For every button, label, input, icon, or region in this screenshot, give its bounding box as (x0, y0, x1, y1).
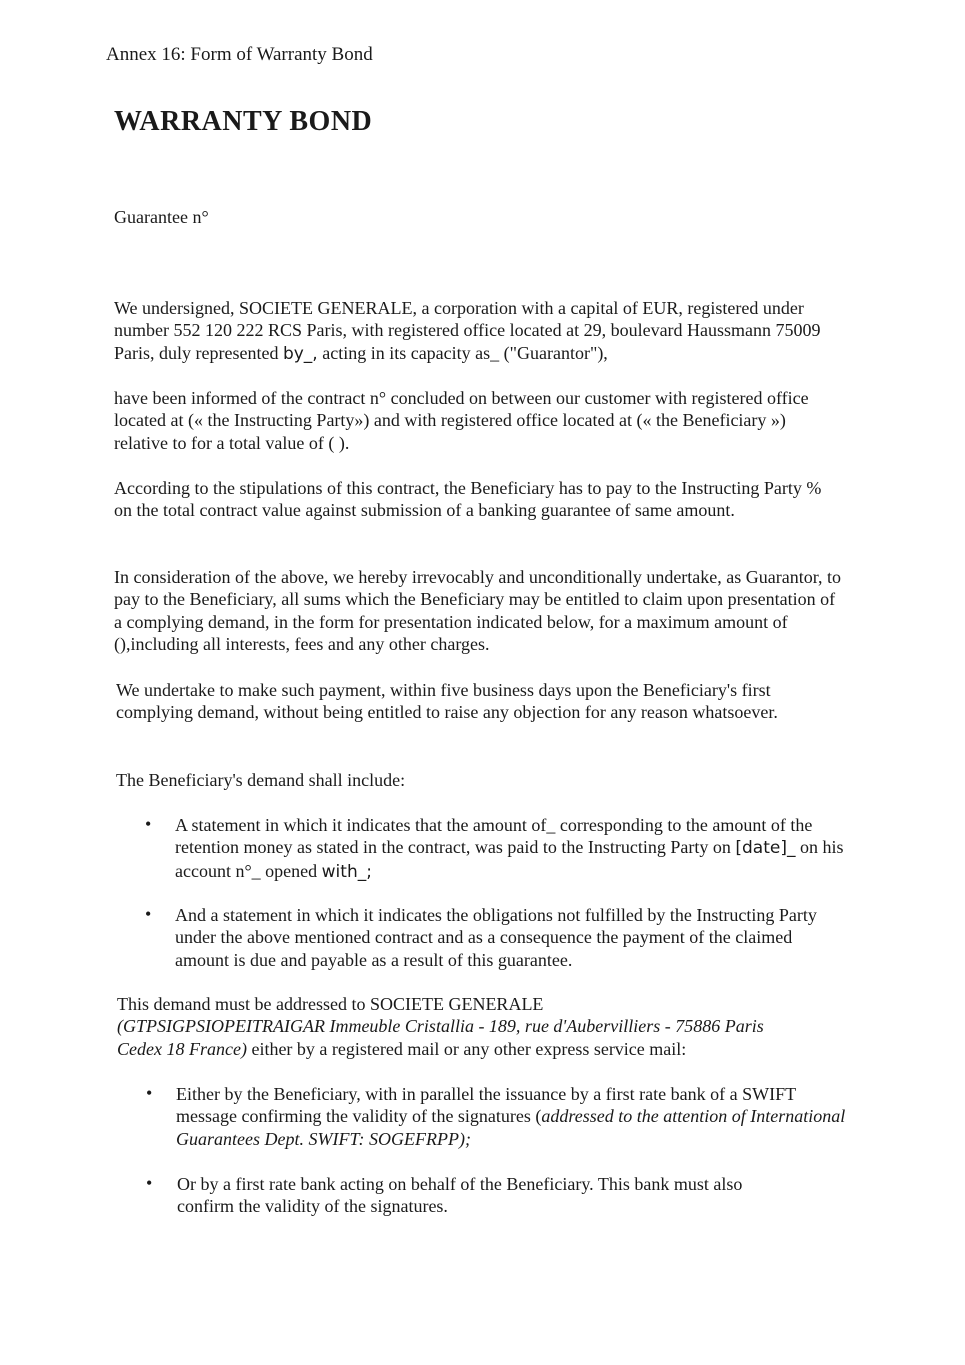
bullet-4: • (146, 1173, 153, 1193)
bullet-beneficiary-swift: Either by the Beneficiary, with in parallel the issuance by a first rate bank of a SWIFT message confirming the validity of the signatures (addressed to the attention of International Guarantees Dept. SWIFT: SOGEFRPP); (176, 1084, 846, 1149)
bullet-2: • (145, 904, 152, 924)
paragraph-undertaking: In consideration of the above, we hereby irrevocably and unconditionally undertake, as Guarantor, to pay to the Beneficiary, all sums which the Beneficiary may be entitled to claim upon presentation of a complying demand, in the form for presentation indicated below, for a maximum amount of (),including all interests, fees and any other charges. (114, 567, 842, 655)
bullet-first-rate-bank: Or by a first rate bank acting on behalf of the Beneficiary. This bank must also confirm the validity of the signatures. (177, 1174, 743, 1217)
paragraph-payment: We undertake to make such payment, within five business days upon the Beneficiary's first complying demand, without being entitled to raise any objection for any reason whatsoever. (116, 680, 778, 723)
bullet-statement-amount: A statement in which it indicates that the amount of_ corresponding to the amount of the retention money as stated in the contract, was paid to the Instructing Party on [date]_ on his account n°_ opened with_; (175, 815, 844, 882)
document-title: WARRANTY BOND (114, 106, 373, 137)
bullet-3: • (146, 1083, 153, 1103)
paragraph-demand-intro: The Beneficiary's demand shall include: (116, 770, 406, 790)
guarantee-number-label: Guarantee n° (114, 207, 209, 227)
paragraph-guarantor: We undersigned, SOCIETE GENERALE, a corporation with a capital of EUR, registered under number 552 120 222 RCS Paris, with registered office located at 29, boulevard Haussmann 75009 Paris, duly represented by_, acting in its capacity as_ ("Guarantor"), (114, 298, 821, 364)
paragraph-address: This demand must be addressed to SOCIETE GENERALE (GTPSIGPSIOPEITRAIGAR Immeuble Cristallia - 189, rue d'Aubervilliers - 75886 Paris Cedex 18 France) either by a registered mail or any other express service mail: (117, 994, 764, 1059)
paragraph-contract: have been informed of the contract n° concluded on between our customer with registered office located at (« the Instructing Party») and with registered office located at (« the Beneficiary ») relative to for a total value of ( ). (114, 388, 809, 453)
paragraph-stipulations: According to the stipulations of this contract, the Beneficiary has to pay to the Instructing Party % on the total contract value against submission of a banking guarantee of same amount. (114, 478, 822, 521)
annex-label: Annex 16: Form of Warranty Bond (106, 44, 373, 65)
bullet-1: • (145, 814, 152, 834)
bullet-statement-obligations: And a statement in which it indicates the obligations not fulfilled by the Instructing Party under the above mentioned contract and as a consequence the payment of the claimed amount is due and payable as a result of this guarantee. (175, 905, 817, 970)
